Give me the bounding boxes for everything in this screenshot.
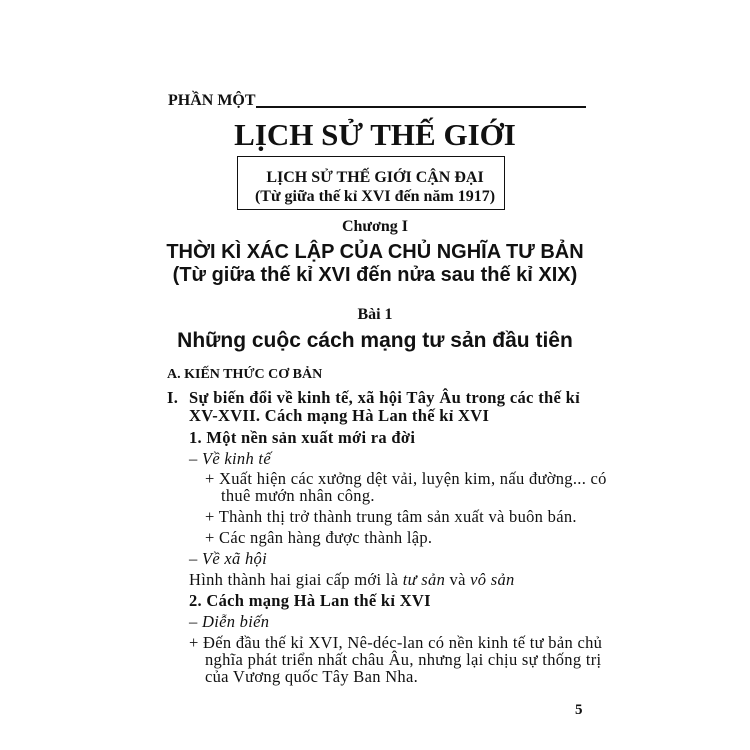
- society-text: [189, 572, 515, 589]
- section-i-title-line2: XV-XVII. Cách mạng Hà Lan thế kỉ XVI: [189, 406, 490, 425]
- economy-item-1-line1: + Xuất hiện các xưởng dệt vải, luyện kim, nấu đường... có: [205, 469, 607, 488]
- economy-item-2: + Thành thị trở thành trung tâm sản xuất và buôn bán.: [205, 507, 577, 526]
- chapter-label: Chương I: [341, 218, 409, 235]
- economy-label: – Về kinh tế: [189, 449, 271, 468]
- chapter-subtitle: (Từ giữa thế kỉ XVI đến nửa sau thế kỉ XIX): [172, 264, 578, 286]
- part-label: PHẦN MỘT: [168, 92, 256, 109]
- events-label: – Diễn biến: [189, 612, 270, 631]
- section-a-heading: A. KIẾN THỨC CƠ BẢN: [167, 367, 323, 382]
- events-item-line2: nghĩa phát triển nhất châu Âu, nhưng lại chịu sự thống trị: [205, 650, 602, 669]
- subsection-2-heading: 2. Cách mạng Hà Lan thế kỉ XVI: [189, 591, 431, 610]
- section-i-title-line1: Sự biến đổi về kinh tế, xã hội Tây Âu trong các thế kỉ: [189, 388, 580, 407]
- chapter-title: THỜI KÌ XÁC LẬP CỦA CHỦ NGHĨA TƯ BẢN: [166, 241, 584, 263]
- events-item-line1: + Đến đầu thế kỉ XVI, Nê-déc-lan có nền kinh tế tư bản chủ: [189, 633, 603, 652]
- part-title: LỊCH SỬ THẾ GIỚI: [234, 117, 516, 152]
- era-title: LỊCH SỬ THẾ GIỚI CẬN ĐẠI: [266, 169, 484, 186]
- era-range: (Từ giữa thế kỉ XVI đến năm 1917): [254, 188, 496, 205]
- society-text-mid: và: [445, 570, 471, 589]
- economy-item-3: + Các ngân hàng được thành lập.: [205, 528, 433, 547]
- economy-item-1-line2: thuê mướn nhân công.: [221, 486, 375, 505]
- subsection-1-heading: 1. Một nền sản xuất mới ra đời: [189, 428, 416, 447]
- page-number: 5: [575, 702, 583, 718]
- lesson-title: Những cuộc cách mạng tư sản đầu tiên: [177, 329, 573, 352]
- term-proletariat: vô sản: [470, 570, 515, 589]
- part-rule: [256, 106, 586, 108]
- society-text-prefix: Hình thành hai giai cấp mới là: [189, 570, 403, 589]
- term-bourgeoisie: tư sản: [402, 570, 446, 589]
- section-i-number: I.: [167, 388, 179, 407]
- lesson-label: Bài 1: [357, 306, 393, 323]
- society-label: – Về xã hội: [189, 549, 267, 568]
- events-item-line3: của Vương quốc Tây Ban Nha.: [205, 667, 419, 686]
